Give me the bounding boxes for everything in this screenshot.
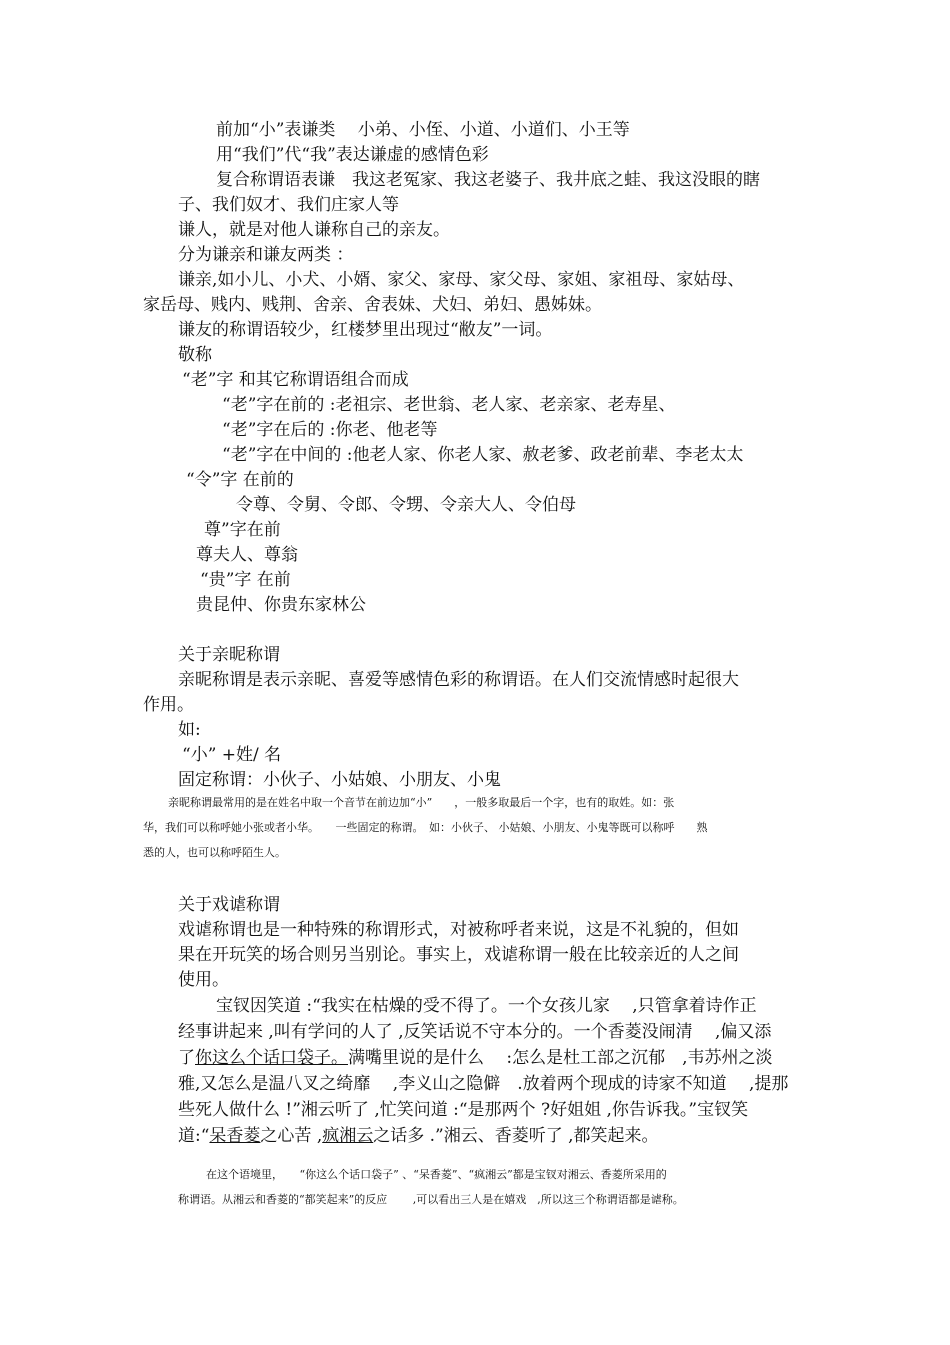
text-line: “小” +姓/ 名 — [182, 745, 282, 765]
text-line: “老”字 和其它称谓语组合而成 — [182, 370, 409, 390]
text-line: “老”字在中间的 :他老人家、你老人家、赦老爹、政老前辈、李老太太 — [222, 445, 744, 465]
text-line: 分为谦亲和谦友两类 ： — [178, 245, 354, 265]
quote-line — [178, 1124, 659, 1148]
note-line: 亲昵称谓最常用的是在姓名中取一个音节在前边加“小” ，一般多取最后一个字，也有的取姓。如：张 — [168, 796, 675, 809]
text-line: 如: — [178, 720, 201, 740]
text-line: 令尊、令舅、令郎、令甥、令亲大人、令伯母 — [236, 495, 576, 515]
text-line: 尊夫人、尊翁 — [196, 545, 298, 565]
text-line: 子、我们奴才、我们庄家人等 — [178, 195, 399, 215]
text-line: “令”字 在前的 — [186, 470, 294, 490]
note-line: 在这个语境里， “你这么个话口袋子” 、“呆香菱”、“疯湘云”都是宝钗对湘云、香菱所采用的 — [206, 1168, 667, 1181]
note-line: 悉的人，也可以称呼陌生人。 — [143, 846, 286, 859]
text-line: “贵”字 在前 — [200, 570, 291, 590]
text-line: 前加“小”表谦类 小弟、小侄、小道、小道们、小王等 — [216, 120, 630, 140]
text-line: 戏谑称谓也是一种特殊的称谓形式，对被称呼者来说，这是不礼貌的，但如 — [178, 920, 739, 940]
text-line: 谦友的称谓语较少，红楼梦里出现过“敝友”一词。 — [178, 320, 553, 340]
section-heading: 关于亲昵称谓 — [178, 645, 280, 665]
text-line: “老”字在后的 :你老、他老等 — [222, 420, 438, 440]
quote-line — [178, 1046, 773, 1070]
note-line: 称谓语。从湘云和香菱的“都笑起来”的反应 ,可以看出三人是在嬉戏 ,所以这三个称谓语都是谑称。 — [178, 1193, 684, 1206]
text-line: 尊”字在前 — [204, 520, 281, 540]
text-line: 果在开玩笑的场合则另当别论。事实上，戏谑称谓一般在比较亲近的人之间 — [178, 945, 739, 965]
quote-text: 道:“ — [178, 1126, 210, 1146]
note-line: 华，我们可以称呼她小张或者小华。 一些固定的称谓。 如：小伙子、 小姑娘、小朋友、小鬼等既可以称呼 熟 — [143, 821, 708, 834]
quote-line: 经事讲起来 ,叫有学问的人了 ,反笑话说不守本分的。一个香菱没闹清 ,偏又添 — [178, 1022, 772, 1042]
underlined-nickname: 呆香菱 — [209, 1126, 261, 1146]
text-line: 谦人，就是对他人谦称自己的亲友。 — [178, 220, 450, 240]
quote-line: 宝钗因笑道 :“我实在枯燥的受不得了。一个女孩儿家 ,只管拿着诗作正 — [216, 996, 757, 1016]
underlined-nickname: 你这么个话口袋子。 — [195, 1048, 348, 1068]
quote-text: 满嘴里说的是什么 :怎么是杜工部之沉郁 ,韦苏州之淡 — [348, 1048, 773, 1068]
text-line: 固定称谓：小伙子、小姑娘、小朋友、小鬼 — [178, 770, 501, 790]
quote-line: 些死人做什么 !”湘云听了 ,忙笑问道 :“是那两个 ?好姐姐 ,你告诉我。”宝钗笑 — [178, 1100, 749, 1120]
quote-text: 之话多 .”湘云、香菱听了 ,都笑起来。 — [373, 1126, 659, 1146]
section-heading: 敬称 — [178, 345, 212, 365]
text-line: 复合称谓语表谦 我这老冤家、我这老婆子、我井底之蛙、我这没眼的瞎 — [216, 170, 760, 190]
text-line: “老”字在前的 :老祖宗、老世翁、老人家、老亲家、老寿星、 — [222, 395, 676, 415]
section-heading: 关于戏谑称谓 — [178, 895, 280, 915]
text-line: 使用。 — [178, 970, 229, 990]
quote-text: 之心苦 , — [260, 1126, 323, 1146]
text-line: 用“我们”代“我”表达谦虚的感情色彩 — [216, 145, 489, 165]
text-line: 作用。 — [143, 695, 194, 715]
quote-text: 了 — [178, 1048, 195, 1068]
text-line: 家岳母、贱内、贱荆、舍亲、舍表妹、犬妇、弟妇、愚姊妹。 — [143, 295, 602, 315]
text-line: 亲昵称谓是表示亲昵、喜爱等感情色彩的称谓语。在人们交流情感时起很大 — [178, 670, 739, 690]
text-line: 谦亲,如小儿、小犬、小婿、家父、家母、家父母、家姐、家祖母、家姑母、 — [178, 270, 745, 290]
quote-line: 雅,又怎么是温八叉之绮靡 ,李义山之隐僻 .放着两个现成的诗家不知道 ,提那 — [178, 1074, 789, 1094]
underlined-nickname: 疯湘云 — [322, 1126, 374, 1146]
text-line: 贵昆仲、你贵东家林公 — [196, 595, 366, 615]
